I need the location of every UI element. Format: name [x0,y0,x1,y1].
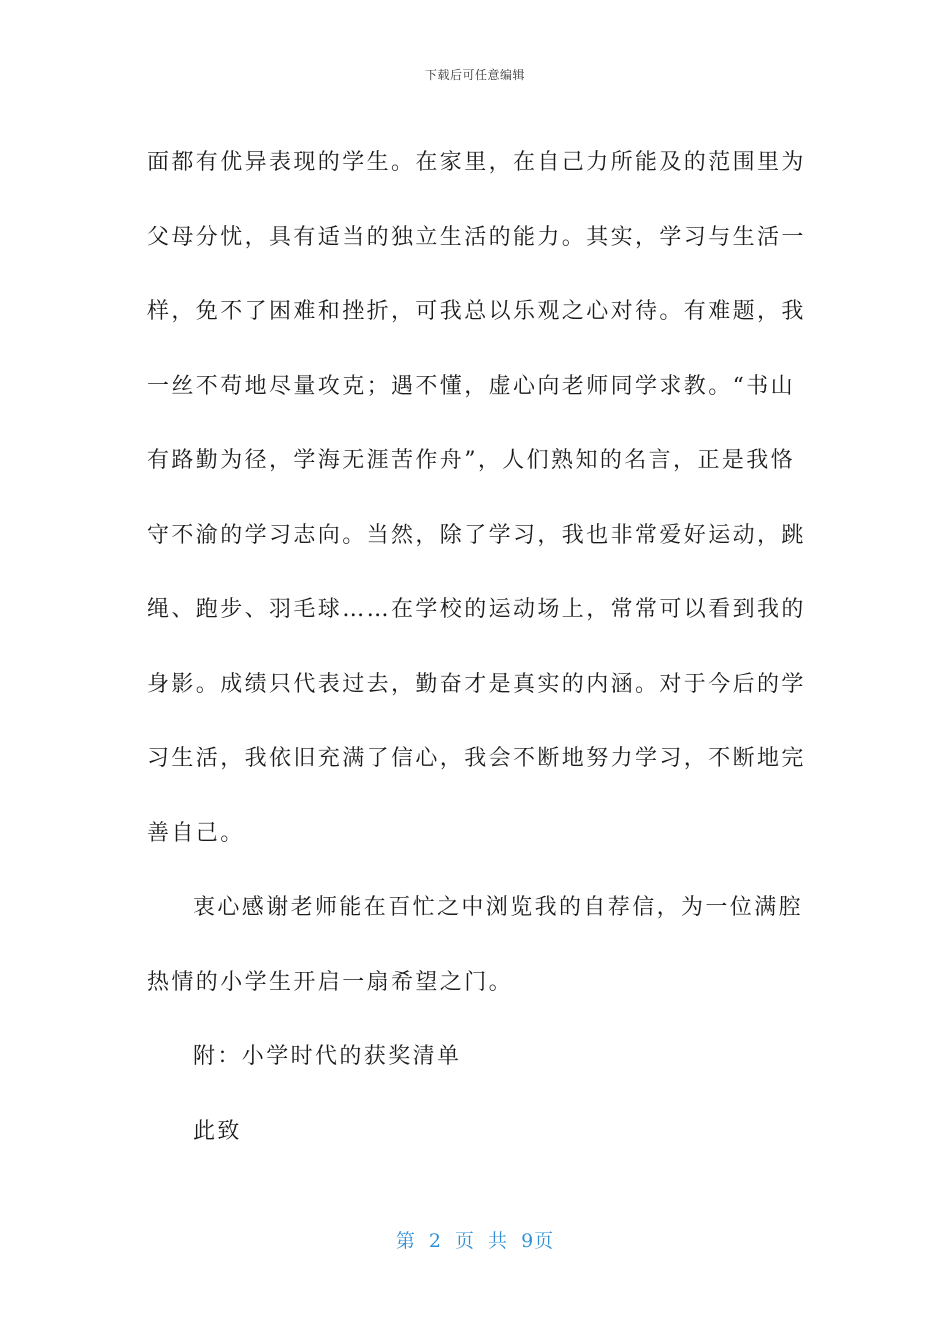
body-line: 面都有优异表现的学生。在家里，在自己力所能及的范围里为 [147,150,806,175]
body-line: 习生活，我依旧充满了信心，我会不断地努力学习，不断地完 [147,746,806,771]
body-line: 有路勤为径，学海无涯苦作舟”，人们熟知的名言，正是我恪 [147,448,796,473]
body-line: 一丝不苟地尽量攻克；遇不懂，虚心向老师同学求教。“书山 [147,373,796,399]
page-number-footer: 第 2 页 共 9页 [395,1230,555,1252]
closing-line: 此致 [193,1118,242,1144]
body-line: 父母分忧，具有适当的独立生活的能力。其实，学习与生活一 [147,224,806,250]
page-header-note: 下载后可任意编辑 [424,68,525,82]
body-line: 身影。成绩只代表过去，勤奋才是真实的内涵。对于今后的学 [147,671,806,697]
attachment-line: 附：小学时代的获奖清单 [193,1044,462,1069]
body-line: 热情的小学生开启一扇希望之门。 [147,969,514,995]
body-line: 绳、跑步、羽毛球……在学校的运动场上，常常可以看到我的 [147,597,806,622]
body-line: 善自己。 [147,820,245,846]
body-line: 衷心感谢老师能在百忙之中浏览我的自荐信，为一位满腔 [193,895,804,920]
body-line: 守不渝的学习志向。当然，除了学习，我也非常爱好运动，跳 [147,522,806,548]
document-body [147,126,807,1169]
body-line: 样，免不了困难和挫折，可我总以乐观之心对待。有难题，我 [147,299,806,324]
